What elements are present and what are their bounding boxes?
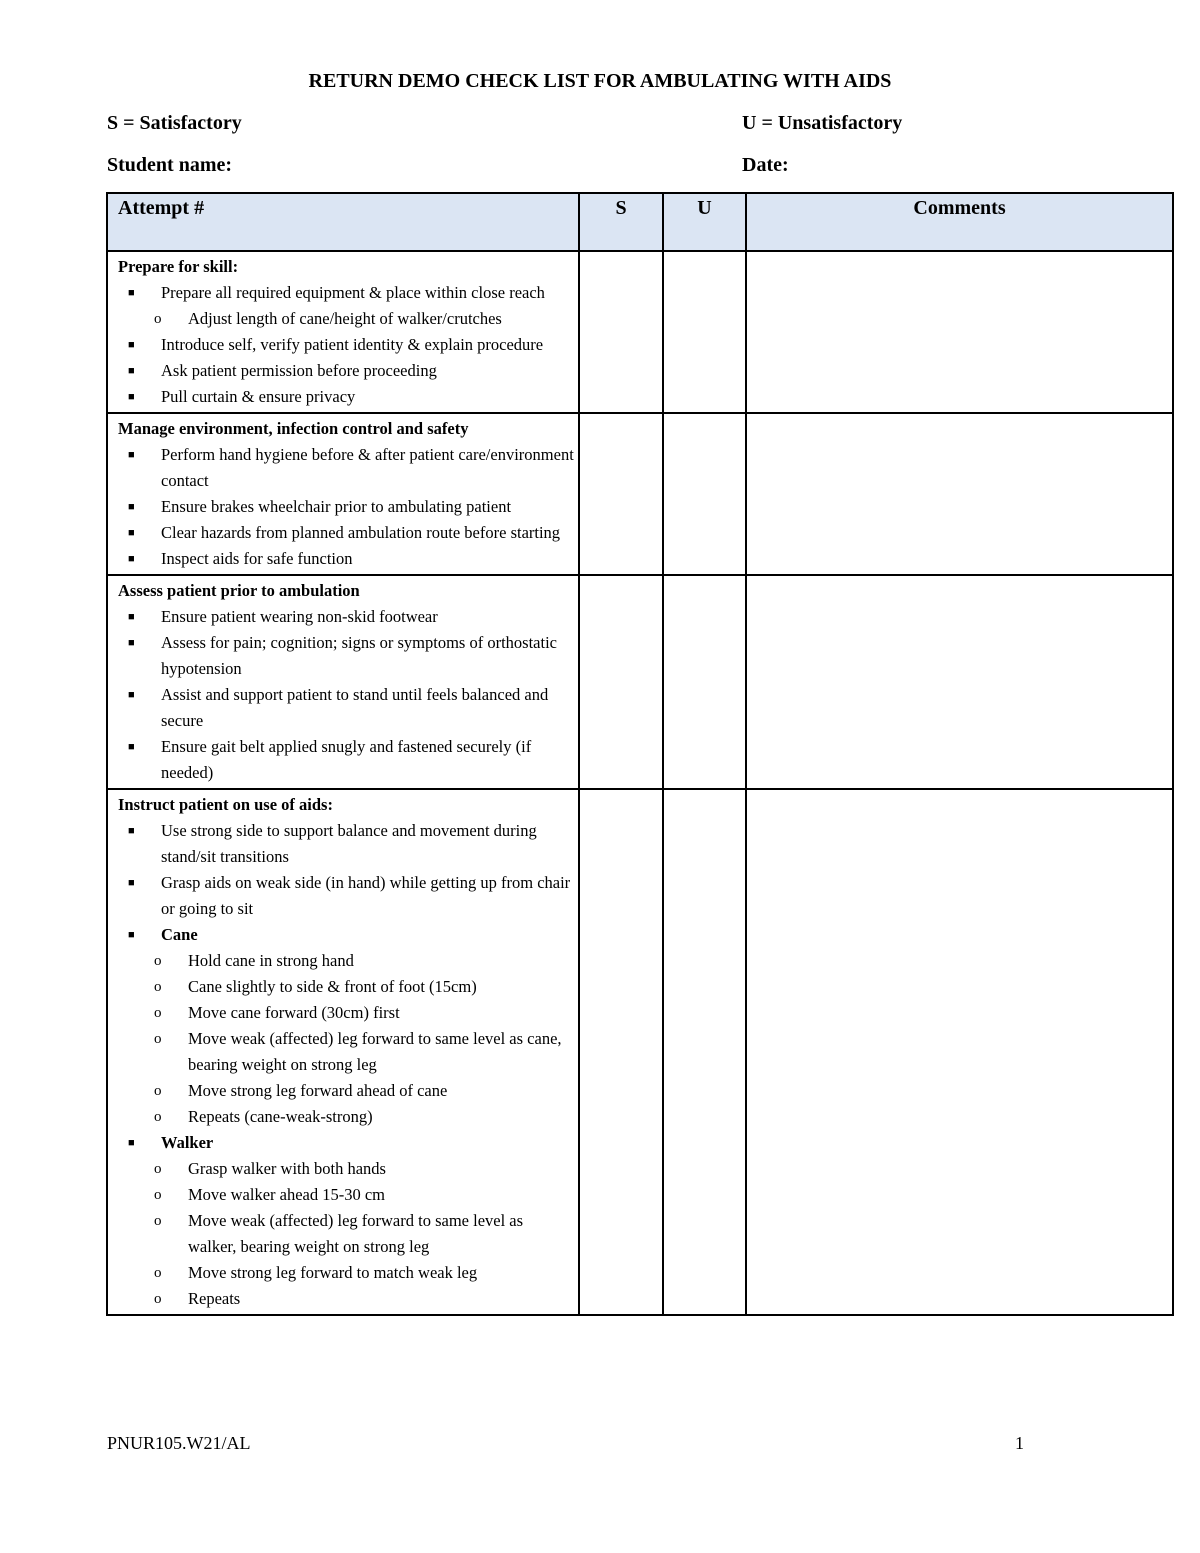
task-item [118, 520, 574, 546]
square-bullet-icon: ■ [128, 741, 135, 753]
u-cell[interactable] [663, 789, 746, 1315]
task-item [118, 870, 574, 922]
task-list [118, 818, 574, 1312]
u-cell[interactable] [663, 251, 746, 413]
u-cell[interactable] [663, 413, 746, 575]
legend-unsatisfactory: U = Unsatisfactory [742, 112, 903, 134]
circle-bullet-icon: o [154, 1213, 162, 1229]
sub-task-item [118, 1182, 574, 1208]
square-bullet-icon: ■ [128, 1137, 135, 1149]
s-cell[interactable] [579, 413, 663, 575]
sub-task-item [118, 1208, 574, 1260]
circle-bullet-icon: o [154, 979, 162, 995]
checklist-section-row [107, 575, 1173, 789]
task-item [118, 604, 574, 630]
sub-task-text: Move strong leg forward ahead of cane [188, 1081, 448, 1100]
task-item [118, 494, 574, 520]
square-bullet-icon: ■ [128, 877, 135, 889]
task-list [118, 604, 574, 786]
square-bullet-icon: ■ [128, 501, 135, 513]
sub-task-item [118, 1078, 574, 1104]
sub-task-text: Move walker ahead 15-30 cm [188, 1185, 386, 1204]
circle-bullet-icon: o [154, 1031, 162, 1047]
circle-bullet-icon: o [154, 1083, 162, 1099]
page-number: 1 [1015, 1433, 1024, 1453]
task-item-text: Assist and support patient to stand until feels balanced and secure [161, 685, 549, 730]
sub-task-text: Move cane forward (30cm) first [188, 1003, 400, 1022]
circle-bullet-icon: o [154, 1265, 162, 1281]
task-item-text: Ask patient permission before proceeding [161, 361, 437, 380]
comments-cell[interactable] [746, 251, 1173, 413]
task-item-text: Clear hazards from planned ambulation route before starting [161, 523, 561, 542]
square-bullet-icon: ■ [128, 553, 135, 565]
task-list [118, 442, 574, 572]
circle-bullet-icon: o [154, 1291, 162, 1307]
task-cell [107, 789, 579, 1315]
sub-task-item [118, 1104, 574, 1130]
sub-task-list [154, 306, 574, 332]
checklist-section-row [107, 413, 1173, 575]
section-title: Manage environment, infection control and safety [118, 419, 469, 438]
sub-task-item [118, 974, 574, 1000]
task-list [118, 280, 574, 410]
task-item-text: Assess for pain; cognition; signs or symptoms of orthostatic hypotension [161, 633, 557, 678]
checklist-table [106, 192, 1174, 1316]
task-item-text: Introduce self, verify patient identity & explain procedure [161, 335, 544, 354]
task-cell [107, 413, 579, 575]
checklist-section-row [107, 251, 1173, 413]
header-comments: Comments [746, 193, 1173, 251]
task-item-text: Ensure brakes wheelchair prior to ambulating patient [161, 497, 512, 516]
date-label: Date: [742, 154, 789, 176]
task-item-text: Use strong side to support balance and movement during stand/sit transitions [161, 821, 537, 866]
circle-bullet-icon: o [154, 1187, 162, 1203]
sub-task-text: Move strong leg forward to match weak leg [188, 1263, 478, 1282]
task-item-text: Prepare all required equipment & place within close reach [161, 283, 545, 302]
checklist-section-row [107, 789, 1173, 1315]
task-item-text: Pull curtain & ensure privacy [161, 387, 356, 406]
sub-task-item [118, 948, 574, 974]
section-title: Assess patient prior to ambulation [118, 581, 360, 600]
task-item-text: Walker [161, 1133, 214, 1152]
task-item [118, 442, 574, 494]
circle-bullet-icon: o [154, 1161, 162, 1177]
square-bullet-icon: ■ [128, 391, 135, 403]
comments-cell[interactable] [746, 413, 1173, 575]
sub-task-list [154, 948, 574, 1130]
square-bullet-icon: ■ [128, 527, 135, 539]
comments-cell[interactable] [746, 789, 1173, 1315]
circle-bullet-icon: o [154, 953, 162, 969]
sub-task-text: Grasp walker with both hands [188, 1159, 386, 1178]
sub-task-item [118, 1000, 574, 1026]
sub-task-text: Move weak (affected) leg forward to same level as cane, bearing weight on strong leg [188, 1029, 562, 1074]
circle-bullet-icon: o [154, 1109, 162, 1125]
task-item-text: Perform hand hygiene before & after patient care/environment contact [161, 445, 574, 490]
s-cell[interactable] [579, 789, 663, 1315]
sub-task-item [118, 1026, 574, 1078]
header-attempt: Attempt # [107, 193, 579, 251]
header-s: S [579, 193, 663, 251]
task-item [118, 630, 574, 682]
sub-task-list [154, 1156, 574, 1312]
square-bullet-icon: ■ [128, 689, 135, 701]
square-bullet-icon: ■ [128, 825, 135, 837]
task-item-text: Grasp aids on weak side (in hand) while getting up from chair or going to sit [161, 873, 571, 918]
task-item [118, 280, 574, 332]
sub-task-item [118, 1260, 574, 1286]
sub-task-text: Repeats (cane-weak-strong) [188, 1107, 373, 1126]
comments-cell[interactable] [746, 575, 1173, 789]
page-title: RETURN DEMO CHECK LIST FOR AMBULATING WITH AIDS [308, 70, 892, 92]
square-bullet-icon: ■ [128, 611, 135, 623]
student-name-label: Student name: [107, 154, 233, 176]
task-item-text: Ensure gait belt applied snugly and fastened securely (if needed) [161, 737, 532, 782]
task-item [118, 358, 574, 384]
u-cell[interactable] [663, 575, 746, 789]
section-title: Prepare for skill: [118, 257, 239, 276]
task-item-text: Cane [161, 925, 198, 944]
legend-satisfactory: S = Satisfactory [107, 112, 242, 134]
task-item [118, 332, 574, 358]
section-title: Instruct patient on use of aids: [118, 795, 333, 814]
task-item [118, 384, 574, 410]
sub-task-item [118, 1156, 574, 1182]
sub-task-text: Hold cane in strong hand [188, 951, 354, 970]
task-item [118, 682, 574, 734]
task-cell [107, 251, 579, 413]
header-u: U [663, 193, 746, 251]
square-bullet-icon: ■ [128, 339, 135, 351]
square-bullet-icon: ■ [128, 287, 135, 299]
task-item [118, 546, 574, 572]
square-bullet-icon: ■ [128, 929, 135, 941]
square-bullet-icon: ■ [128, 365, 135, 377]
task-item [118, 818, 574, 870]
sub-task-text: Repeats [188, 1289, 241, 1308]
square-bullet-icon: ■ [128, 637, 135, 649]
task-cell [107, 575, 579, 789]
task-item [118, 734, 574, 786]
footer-code: PNUR105.W21/AL [107, 1433, 251, 1453]
task-item-text: Inspect aids for safe function [161, 549, 353, 568]
sub-task-item [118, 306, 574, 332]
sub-task-item [118, 1286, 574, 1312]
circle-bullet-icon: o [154, 1005, 162, 1021]
header-row [107, 193, 1173, 251]
task-item [118, 922, 574, 1130]
square-bullet-icon: ■ [128, 449, 135, 461]
circle-bullet-icon: o [154, 311, 162, 327]
s-cell[interactable] [579, 575, 663, 789]
s-cell[interactable] [579, 251, 663, 413]
task-item [118, 1130, 574, 1312]
sub-task-text: Cane slightly to side & front of foot (15cm) [188, 977, 477, 996]
task-item-text: Ensure patient wearing non-skid footwear [161, 607, 438, 626]
sub-task-text: Adjust length of cane/height of walker/crutches [188, 309, 502, 328]
sub-task-text: Move weak (affected) leg forward to same level as walker, bearing weight on strong leg [188, 1211, 524, 1256]
